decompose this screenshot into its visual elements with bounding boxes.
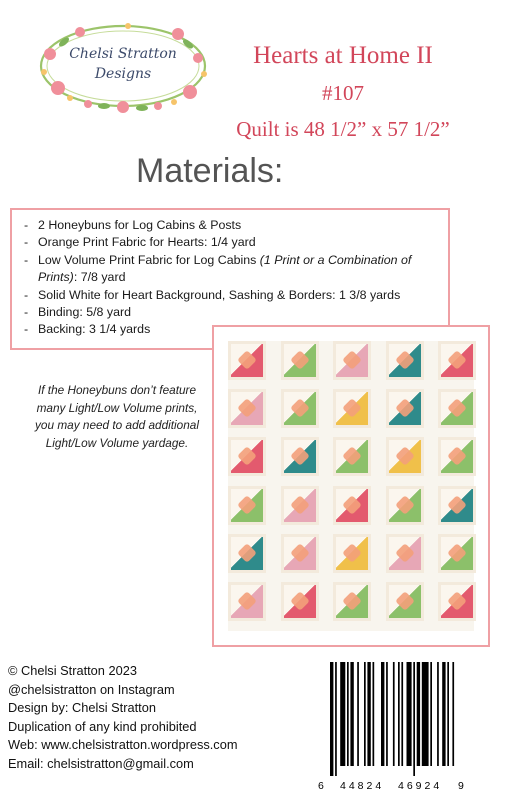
materials-heading: Materials: (136, 152, 284, 190)
quilt-block (228, 389, 266, 428)
instagram-text: @chelsistratton on Instagram (8, 681, 175, 697)
heart-icon (290, 350, 310, 370)
barcode-bars (318, 662, 468, 778)
quilt-image (228, 341, 474, 631)
heart-icon (447, 495, 467, 515)
heart-icon (447, 591, 467, 611)
heart-icon (290, 591, 310, 611)
barcode-bar (437, 662, 439, 766)
barcode-bar (430, 662, 432, 766)
heart-icon (237, 495, 257, 515)
barcode (318, 662, 468, 792)
heart-icon (395, 398, 415, 418)
heart-icon (237, 446, 257, 466)
barcode-bar (373, 662, 375, 766)
quilt-block (386, 341, 424, 380)
heart-icon (395, 543, 415, 563)
heart-icon (290, 398, 310, 418)
barcode-bar (381, 662, 384, 766)
heart-icon (342, 350, 362, 370)
quilt-block (333, 582, 371, 621)
quilt-block (281, 437, 319, 476)
heart-icon (290, 446, 310, 466)
heart-icon (447, 446, 467, 466)
heart-icon (342, 446, 362, 466)
heart-icon (447, 398, 467, 418)
quilt-block (438, 437, 476, 476)
barcode-bar (340, 662, 345, 766)
barcode-lead-digit: 6 (318, 780, 324, 792)
materials-list (24, 217, 438, 339)
footer-info (8, 662, 308, 774)
heart-icon (342, 591, 362, 611)
quilt-block (333, 389, 371, 428)
quilt-block (281, 341, 319, 380)
quilt-image-frame (212, 325, 490, 647)
materials-item-tail: : 7/8 yard (73, 270, 126, 285)
website-text: Web: www.chelsistratton.wordpress.com (8, 737, 238, 753)
email-text: Email: chelsistratton@gmail.com (8, 755, 194, 771)
barcode-bar (330, 662, 333, 776)
materials-item: - Binding: 5/8 yard (24, 304, 438, 321)
barcode-check-digit: 9 (458, 780, 464, 792)
quilt-block (386, 486, 424, 525)
quilt-block (333, 486, 371, 525)
quilt-block (228, 341, 266, 380)
materials-item: - Solid White for Heart Background, Sashing & Borders: 1 3/8 yards (24, 287, 438, 304)
heart-icon (237, 398, 257, 418)
logo-designs: Designs (94, 66, 152, 82)
barcode-right-digits: 46924 (398, 780, 443, 792)
quilt-block (281, 534, 319, 573)
pattern-number: #107 (322, 81, 364, 105)
heart-icon (395, 591, 415, 611)
logo-name: Chelsi Stratton (69, 46, 177, 62)
quilt-block (386, 534, 424, 573)
barcode-bar (442, 662, 445, 766)
materials-item-italic: (1 Print or a Combination of Prints) (38, 252, 412, 285)
heart-icon (395, 495, 415, 515)
barcode-bar (364, 662, 366, 766)
barcode-bar (347, 662, 349, 766)
duplication-notice: Duplication of any kind prohibited (8, 718, 197, 734)
quilt-block (438, 389, 476, 428)
barcode-bar (350, 662, 353, 766)
quilt-block (281, 486, 319, 525)
barcode-bar (357, 662, 359, 766)
quilt-block (228, 486, 266, 525)
quilt-block (333, 534, 371, 573)
quilt-block (228, 534, 266, 573)
quilt-block (438, 486, 476, 525)
pattern-title: Hearts at Home II (253, 42, 433, 69)
barcode-bar (447, 662, 449, 766)
barcode-bar (393, 662, 395, 766)
heart-icon (342, 398, 362, 418)
quilt-size: Quilt is 48 1/2” x 57 1/2” (236, 117, 450, 141)
heart-icon (290, 543, 310, 563)
barcode-bar (417, 662, 420, 766)
quilt-block (228, 582, 266, 621)
quilt-block (386, 582, 424, 621)
quilt-block (333, 437, 371, 476)
heart-icon (395, 350, 415, 370)
logo (28, 14, 218, 118)
quilt-block (281, 389, 319, 428)
heart-icon (447, 543, 467, 563)
title-block (208, 40, 478, 144)
materials-item: - Backing: 3 1/4 yards (24, 321, 438, 338)
heart-icon (237, 350, 257, 370)
materials-item: - Orange Print Fabric for Hearts: 1/4 yard (24, 234, 438, 251)
heart-icon (290, 495, 310, 515)
note-line: Light/Low Volume yardage. (45, 435, 189, 450)
copyright-text: © Chelsi Stratton 2023 (8, 663, 137, 678)
barcode-bar (335, 662, 337, 776)
quilt-block (386, 389, 424, 428)
barcode-bar (407, 662, 412, 766)
quilt-block (438, 534, 476, 573)
materials-item: - 2 Honeybuns for Log Cabins & Posts (24, 217, 438, 234)
heart-icon (342, 543, 362, 563)
quilt-block (228, 437, 266, 476)
quilt-block (281, 582, 319, 621)
quilt-block (333, 341, 371, 380)
heart-icon (237, 543, 257, 563)
designer-text: Design by: Chelsi Stratton (8, 700, 156, 716)
barcode-bar (398, 662, 400, 766)
note-line: many Light/Low Volume prints, (36, 400, 198, 415)
quilt-block (438, 582, 476, 621)
barcode-bar (422, 662, 429, 766)
heart-icon (342, 495, 362, 515)
quilt-block (386, 437, 424, 476)
heart-icon (395, 446, 415, 466)
barcode-bar (401, 662, 403, 766)
barcode-bar (386, 662, 388, 766)
barcode-left-digits: 44824 (340, 780, 385, 792)
honeybun-note (22, 382, 212, 452)
heart-icon (447, 350, 467, 370)
barcode-bar (413, 662, 415, 776)
materials-item-text: Low Volume Print Fabric for Log Cabins (38, 252, 260, 267)
materials-item (24, 252, 438, 287)
barcode-bar (452, 662, 454, 766)
note-line: If the Honeybuns don’t feature (37, 383, 197, 397)
barcode-bar (367, 662, 370, 766)
heart-icon (237, 591, 257, 611)
quilt-block (438, 341, 476, 380)
note-line: you may need to add additional (35, 418, 199, 432)
